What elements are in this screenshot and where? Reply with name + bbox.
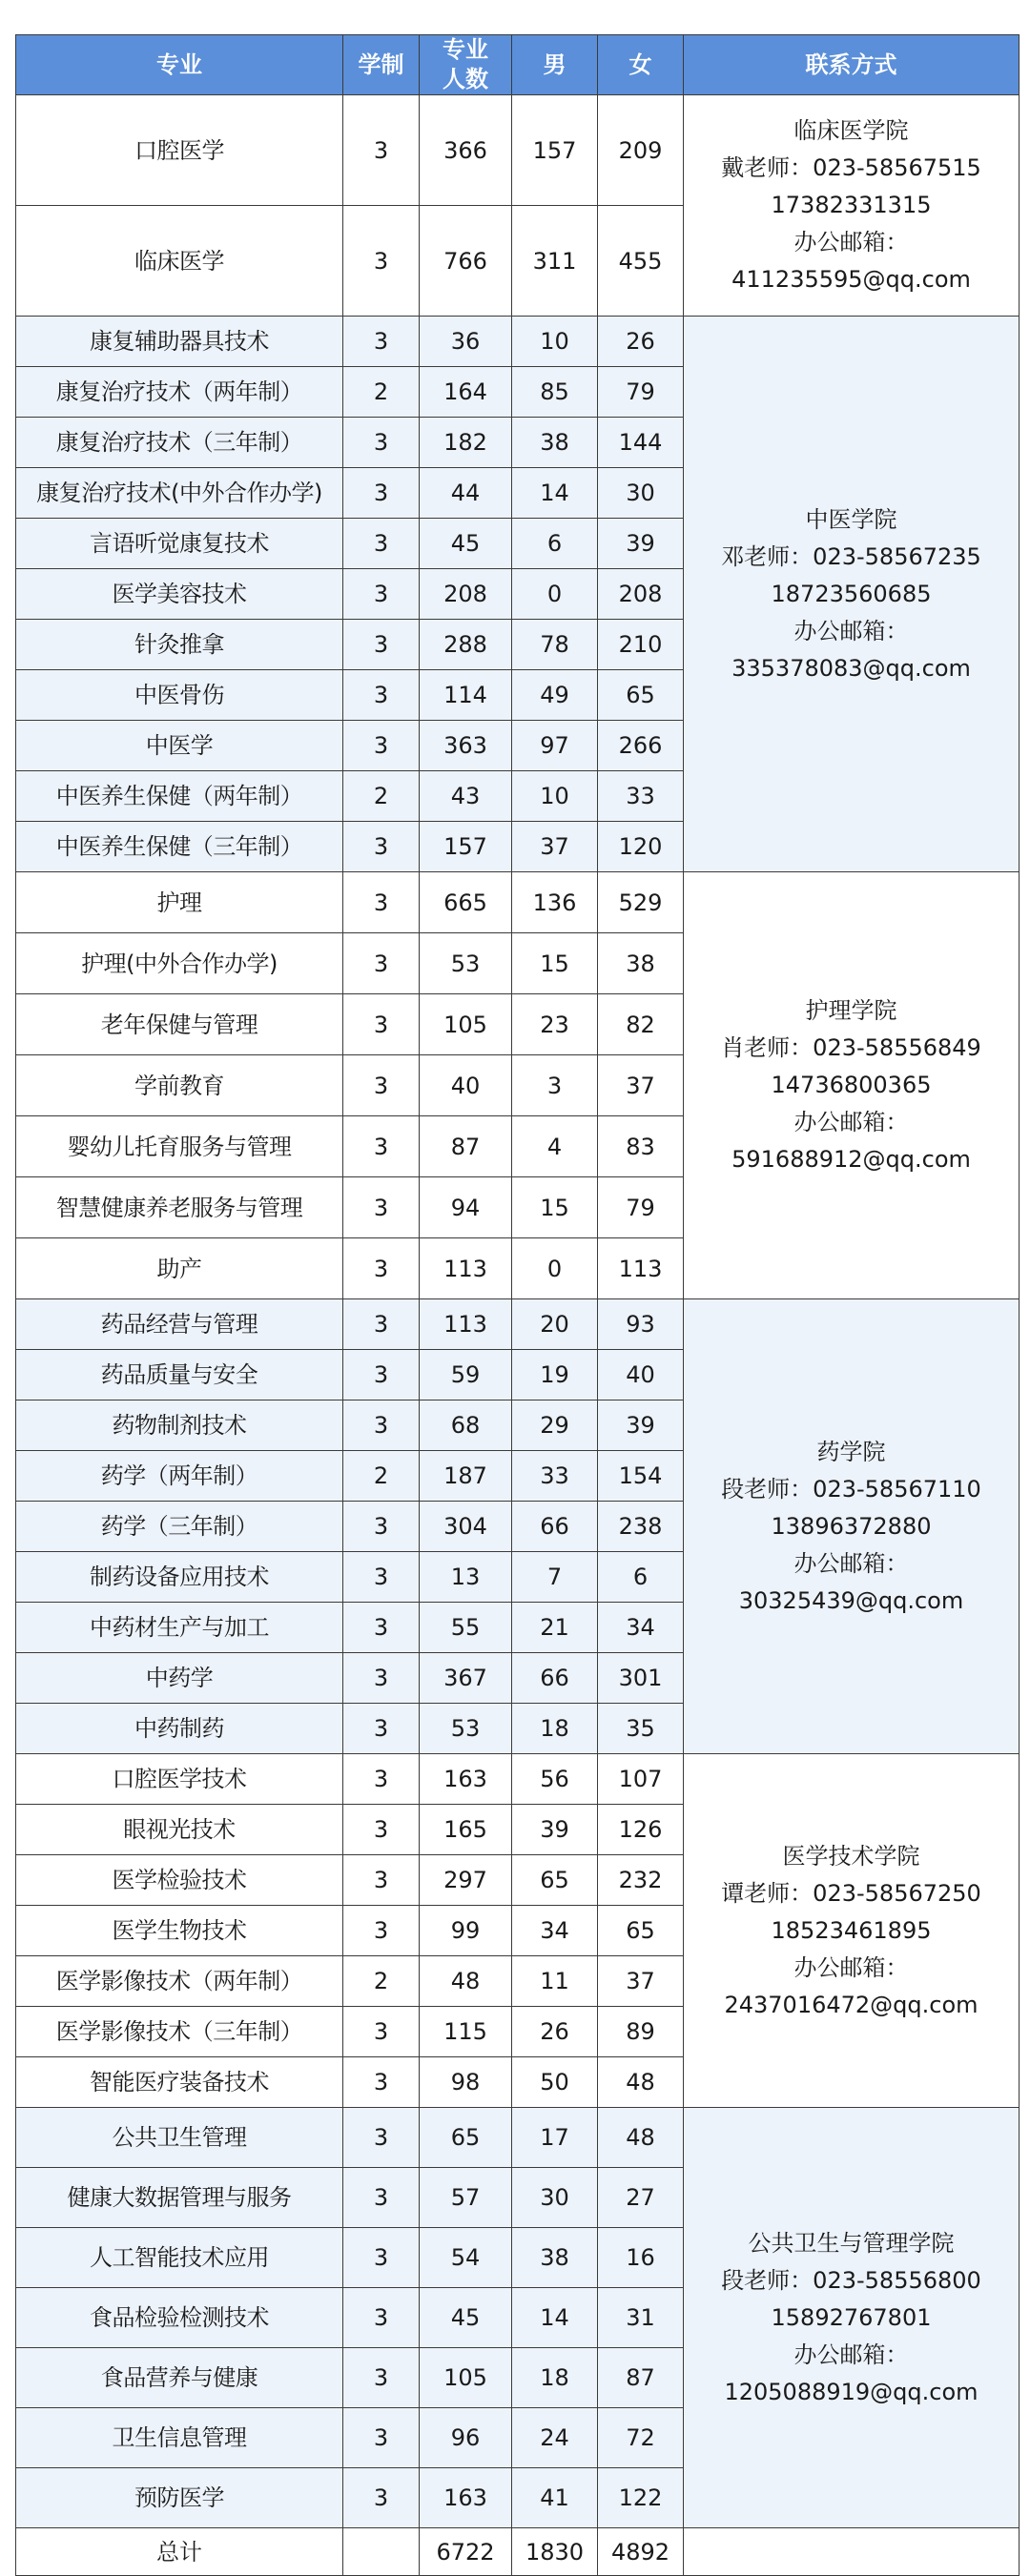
total-cell: 44 (420, 468, 512, 519)
header-count-line1: 专业 (443, 36, 488, 63)
major-cell: 针灸推拿 (16, 620, 343, 670)
years-cell: 3 (343, 1238, 420, 1299)
total-cell: 367 (420, 1653, 512, 1704)
years-cell: 3 (343, 569, 420, 620)
contact-teacher-line: 段老师：023-58556800 (721, 2266, 981, 2294)
male-cell: 30 (512, 2168, 598, 2228)
years-cell: 3 (343, 1299, 420, 1350)
female-cell: 529 (598, 872, 684, 933)
male-cell: 78 (512, 620, 598, 670)
years-cell: 2 (343, 1451, 420, 1502)
header-contact: 联系方式 (684, 35, 1020, 95)
female-cell: 48 (598, 2057, 684, 2108)
female-cell: 82 (598, 994, 684, 1055)
years-cell: 3 (343, 418, 420, 468)
total-cell: 165 (420, 1805, 512, 1855)
major-cell: 医学影像技术（三年制） (16, 2007, 343, 2057)
male-cell: 21 (512, 1603, 598, 1653)
header-count (420, 35, 512, 95)
table-row (16, 872, 1020, 933)
major-cell: 眼视光技术 (16, 1805, 343, 1855)
years-cell: 3 (343, 2007, 420, 2057)
male-cell: 29 (512, 1400, 598, 1451)
total-cell: 98 (420, 2057, 512, 2108)
total-cell: 57 (420, 2168, 512, 2228)
years-cell: 3 (343, 1350, 420, 1400)
years-cell: 3 (343, 1653, 420, 1704)
contact-email-label: 办公邮箱： (793, 2341, 909, 2368)
female-cell: 107 (598, 1754, 684, 1805)
header-years: 学制 (343, 35, 420, 95)
years-cell: 3 (343, 1855, 420, 1906)
major-cell: 药品经营与管理 (16, 1299, 343, 1350)
male-cell: 65 (512, 1855, 598, 1906)
male-cell: 38 (512, 418, 598, 468)
years-cell: 3 (343, 95, 420, 206)
female-cell: 31 (598, 2288, 684, 2348)
years-cell: 3 (343, 317, 420, 367)
total-cell: 304 (420, 1502, 512, 1552)
contact-email-label: 办公邮箱： (793, 617, 909, 644)
header-count-line2: 人数 (443, 66, 488, 92)
major-cell: 健康大数据管理与服务 (16, 2168, 343, 2228)
contact-teacher-line: 戴老师：023-58567515 (721, 154, 981, 181)
total-cell: 113 (420, 1238, 512, 1299)
total-cell: 45 (420, 519, 512, 569)
major-cell: 康复辅助器具技术 (16, 317, 343, 367)
total-cell: 87 (420, 1116, 512, 1177)
major-cell: 中医骨伤 (16, 670, 343, 721)
male-cell: 19 (512, 1350, 598, 1400)
total-row (16, 2528, 1020, 2576)
female-cell: 35 (598, 1704, 684, 1754)
major-cell: 药品质量与安全 (16, 1350, 343, 1400)
years-cell: 3 (343, 206, 420, 317)
female-cell: 38 (598, 933, 684, 994)
total-cell: 96 (420, 2408, 512, 2468)
contact-email: 2437016472@qq.com (724, 1991, 978, 2018)
contact-cell (684, 317, 1020, 872)
total-male: 1830 (512, 2528, 598, 2576)
male-cell: 311 (512, 206, 598, 317)
total-cell: 94 (420, 1177, 512, 1238)
major-cell: 护理 (16, 872, 343, 933)
major-cell: 口腔医学 (16, 95, 343, 206)
male-cell: 66 (512, 1502, 598, 1552)
male-cell: 23 (512, 994, 598, 1055)
male-cell: 17 (512, 2108, 598, 2168)
contact-email-label: 办公邮箱： (793, 1109, 909, 1135)
male-cell: 38 (512, 2228, 598, 2288)
major-cell: 中药学 (16, 1653, 343, 1704)
male-cell: 18 (512, 2348, 598, 2408)
years-cell: 3 (343, 670, 420, 721)
total-cell: 115 (420, 2007, 512, 2057)
table-row (16, 1754, 1020, 1805)
male-cell: 15 (512, 1177, 598, 1238)
female-cell: 266 (598, 721, 684, 771)
male-cell: 136 (512, 872, 598, 933)
contact-phone: 18523461895 (771, 1916, 932, 1944)
major-cell: 助产 (16, 1238, 343, 1299)
years-cell: 3 (343, 872, 420, 933)
years-cell: 3 (343, 2057, 420, 2108)
female-cell: 65 (598, 1906, 684, 1956)
female-cell: 48 (598, 2108, 684, 2168)
total-cell: 665 (420, 872, 512, 933)
female-cell: 37 (598, 1055, 684, 1116)
female-cell: 34 (598, 1603, 684, 1653)
male-cell: 10 (512, 771, 598, 822)
header-row (16, 35, 1020, 95)
contact-teacher-line: 段老师：023-58567110 (721, 1475, 981, 1503)
total-cell: 163 (420, 2468, 512, 2528)
female-cell: 122 (598, 2468, 684, 2528)
total-cell: 163 (420, 1754, 512, 1805)
male-cell: 0 (512, 569, 598, 620)
female-cell: 39 (598, 519, 684, 569)
contact-email: 30325439@qq.com (738, 1586, 964, 1614)
years-cell: 3 (343, 994, 420, 1055)
contact-teacher-line: 谭老师：023-58567250 (721, 1879, 981, 1907)
total-cell: 68 (420, 1400, 512, 1451)
total-cell: 114 (420, 670, 512, 721)
major-cell: 人工智能技术应用 (16, 2228, 343, 2288)
female-cell: 37 (598, 1956, 684, 2007)
table-row (16, 2108, 1020, 2168)
contact-college: 医学技术学院 (782, 1842, 920, 1870)
years-cell: 3 (343, 1055, 420, 1116)
major-cell: 智慧健康养老服务与管理 (16, 1177, 343, 1238)
male-cell: 49 (512, 670, 598, 721)
female-cell: 301 (598, 1653, 684, 1704)
major-cell: 言语听觉康复技术 (16, 519, 343, 569)
female-cell: 209 (598, 95, 684, 206)
contact-cell (684, 1754, 1020, 2108)
male-cell: 15 (512, 933, 598, 994)
total-cell: 164 (420, 367, 512, 418)
female-cell: 126 (598, 1805, 684, 1855)
major-cell: 预防医学 (16, 2468, 343, 2528)
years-cell: 3 (343, 468, 420, 519)
male-cell: 3 (512, 1055, 598, 1116)
total-cell: 297 (420, 1855, 512, 1906)
total-cell: 99 (420, 1906, 512, 1956)
female-cell: 6 (598, 1552, 684, 1603)
major-cell: 口腔医学技术 (16, 1754, 343, 1805)
male-cell: 66 (512, 1653, 598, 1704)
years-cell: 3 (343, 2408, 420, 2468)
total-cell: 48 (420, 1956, 512, 2007)
female-cell: 40 (598, 1350, 684, 1400)
male-cell: 6 (512, 519, 598, 569)
contact-email: 1205088919@qq.com (724, 2378, 978, 2405)
female-cell: 33 (598, 771, 684, 822)
female-cell: 87 (598, 2348, 684, 2408)
years-cell: 3 (343, 519, 420, 569)
contact-phone: 18723560685 (771, 580, 932, 607)
major-cell: 制药设备应用技术 (16, 1552, 343, 1603)
female-cell: 89 (598, 2007, 684, 2057)
female-cell: 30 (598, 468, 684, 519)
total-cell: 13 (420, 1552, 512, 1603)
contact-cell (684, 95, 1020, 317)
major-cell: 临床医学 (16, 206, 343, 317)
female-cell: 154 (598, 1451, 684, 1502)
total-cell: 105 (420, 2348, 512, 2408)
total-cell: 113 (420, 1299, 512, 1350)
major-cell: 医学影像技术（两年制） (16, 1956, 343, 2007)
male-cell: 85 (512, 367, 598, 418)
total-cell: 45 (420, 2288, 512, 2348)
major-cell: 医学美容技术 (16, 569, 343, 620)
contact-teacher-line: 邓老师：023-58567235 (721, 542, 981, 570)
total-cell: 366 (420, 95, 512, 206)
header-male: 男 (512, 35, 598, 95)
male-cell: 4 (512, 1116, 598, 1177)
major-cell: 中医养生保健（三年制） (16, 822, 343, 872)
contact-college: 中医学院 (805, 505, 897, 533)
major-cell: 中医养生保健（两年制） (16, 771, 343, 822)
total-cell: 766 (420, 206, 512, 317)
years-cell: 3 (343, 2228, 420, 2288)
years-cell: 2 (343, 771, 420, 822)
male-cell: 157 (512, 95, 598, 206)
contact-email-label: 办公邮箱： (793, 229, 909, 256)
major-cell: 婴幼儿托育服务与管理 (16, 1116, 343, 1177)
female-cell: 27 (598, 2168, 684, 2228)
contact-phone: 15892767801 (771, 2303, 932, 2331)
male-cell: 50 (512, 2057, 598, 2108)
contact-email: 411235595@qq.com (731, 266, 971, 293)
table-row (16, 317, 1020, 367)
major-cell: 卫生信息管理 (16, 2408, 343, 2468)
major-cell: 康复治疗技术（三年制） (16, 418, 343, 468)
major-cell: 中药材生产与加工 (16, 1603, 343, 1653)
male-cell: 11 (512, 1956, 598, 2007)
table-row (16, 1299, 1020, 1350)
contact-phone: 13896372880 (771, 1512, 932, 1540)
enrollment-table (15, 34, 1020, 2576)
years-cell: 3 (343, 1502, 420, 1552)
female-cell: 93 (598, 1299, 684, 1350)
major-cell: 康复治疗技术(中外合作办学) (16, 468, 343, 519)
male-cell: 37 (512, 822, 598, 872)
major-cell: 康复治疗技术（两年制） (16, 367, 343, 418)
female-cell: 26 (598, 317, 684, 367)
total-cell: 53 (420, 933, 512, 994)
years-cell: 3 (343, 1603, 420, 1653)
years-cell: 3 (343, 1552, 420, 1603)
years-cell: 3 (343, 1906, 420, 1956)
years-cell: 3 (343, 933, 420, 994)
male-cell: 14 (512, 2288, 598, 2348)
female-cell: 83 (598, 1116, 684, 1177)
header-female: 女 (598, 35, 684, 95)
major-cell: 食品营养与健康 (16, 2348, 343, 2408)
years-cell: 3 (343, 2288, 420, 2348)
major-cell: 药物制剂技术 (16, 1400, 343, 1451)
total-cell: 59 (420, 1350, 512, 1400)
male-cell: 10 (512, 317, 598, 367)
contact-email: 591688912@qq.com (731, 1146, 971, 1173)
total-cell: 208 (420, 569, 512, 620)
female-cell: 144 (598, 418, 684, 468)
enrollment-table-container (15, 34, 1019, 2576)
total-cell: 54 (420, 2228, 512, 2288)
female-cell: 232 (598, 1855, 684, 1906)
years-cell: 2 (343, 367, 420, 418)
female-cell: 39 (598, 1400, 684, 1451)
contact-teacher-line: 肖老师：023-58556849 (721, 1034, 981, 1061)
total-cell: 288 (420, 620, 512, 670)
contact-email-label: 办公邮箱： (793, 1549, 909, 1577)
male-cell: 20 (512, 1299, 598, 1350)
contact-cell (684, 2108, 1020, 2528)
total-contact (684, 2528, 1020, 2576)
total-cell: 43 (420, 771, 512, 822)
male-cell: 0 (512, 1238, 598, 1299)
female-cell: 16 (598, 2228, 684, 2288)
contact-college: 护理学院 (805, 997, 897, 1024)
major-cell: 公共卫生管理 (16, 2108, 343, 2168)
male-cell: 33 (512, 1451, 598, 1502)
major-cell: 药学（两年制） (16, 1451, 343, 1502)
years-cell: 3 (343, 2468, 420, 2528)
total-label: 总计 (16, 2528, 343, 2576)
years-cell: 3 (343, 1704, 420, 1754)
years-cell: 3 (343, 2348, 420, 2408)
years-cell: 3 (343, 2168, 420, 2228)
female-cell: 120 (598, 822, 684, 872)
years-cell: 3 (343, 1754, 420, 1805)
contact-email-label: 办公邮箱： (793, 1953, 909, 1981)
female-cell: 238 (598, 1502, 684, 1552)
female-cell: 455 (598, 206, 684, 317)
male-cell: 14 (512, 468, 598, 519)
major-cell: 药学（三年制） (16, 1502, 343, 1552)
years-cell: 3 (343, 1805, 420, 1855)
header-major: 专业 (16, 35, 343, 95)
years-cell: 2 (343, 1956, 420, 2007)
female-cell: 113 (598, 1238, 684, 1299)
major-cell: 护理(中外合作办学) (16, 933, 343, 994)
major-cell: 医学检验技术 (16, 1855, 343, 1906)
male-cell: 34 (512, 1906, 598, 1956)
contact-cell (684, 872, 1020, 1299)
total-cell: 363 (420, 721, 512, 771)
total-cell: 55 (420, 1603, 512, 1653)
major-cell: 食品检验检测技术 (16, 2288, 343, 2348)
female-cell: 72 (598, 2408, 684, 2468)
female-cell: 208 (598, 569, 684, 620)
contact-college: 临床医学院 (793, 117, 909, 144)
total-years (343, 2528, 420, 2576)
contact-phone: 17382331315 (771, 192, 932, 218)
male-cell: 97 (512, 721, 598, 771)
major-cell: 中药制药 (16, 1704, 343, 1754)
major-cell: 智能医疗装备技术 (16, 2057, 343, 2108)
contact-cell (684, 1299, 1020, 1754)
male-cell: 26 (512, 2007, 598, 2057)
major-cell: 医学生物技术 (16, 1906, 343, 1956)
major-cell: 老年保健与管理 (16, 994, 343, 1055)
years-cell: 3 (343, 1116, 420, 1177)
total-female: 4892 (598, 2528, 684, 2576)
contact-college: 公共卫生与管理学院 (748, 2229, 955, 2257)
total-cell: 53 (420, 1704, 512, 1754)
contact-email: 335378083@qq.com (731, 654, 971, 682)
total-cell: 187 (420, 1451, 512, 1502)
female-cell: 210 (598, 620, 684, 670)
male-cell: 7 (512, 1552, 598, 1603)
total-cell: 182 (420, 418, 512, 468)
contact-phone: 14736800365 (771, 1072, 932, 1098)
female-cell: 79 (598, 367, 684, 418)
total-cell: 65 (420, 2108, 512, 2168)
contact-college: 药学院 (816, 1438, 886, 1465)
total-count: 6722 (420, 2528, 512, 2576)
female-cell: 79 (598, 1177, 684, 1238)
total-cell: 40 (420, 1055, 512, 1116)
total-cell: 36 (420, 317, 512, 367)
years-cell: 3 (343, 1400, 420, 1451)
major-cell: 学前教育 (16, 1055, 343, 1116)
years-cell: 3 (343, 1177, 420, 1238)
years-cell: 3 (343, 721, 420, 771)
female-cell: 65 (598, 670, 684, 721)
male-cell: 41 (512, 2468, 598, 2528)
male-cell: 39 (512, 1805, 598, 1855)
years-cell: 3 (343, 822, 420, 872)
male-cell: 56 (512, 1754, 598, 1805)
male-cell: 24 (512, 2408, 598, 2468)
total-cell: 157 (420, 822, 512, 872)
years-cell: 3 (343, 620, 420, 670)
major-cell: 中医学 (16, 721, 343, 771)
male-cell: 18 (512, 1704, 598, 1754)
table-row (16, 95, 1020, 206)
total-cell: 105 (420, 994, 512, 1055)
years-cell: 3 (343, 2108, 420, 2168)
table-body (16, 95, 1020, 2576)
